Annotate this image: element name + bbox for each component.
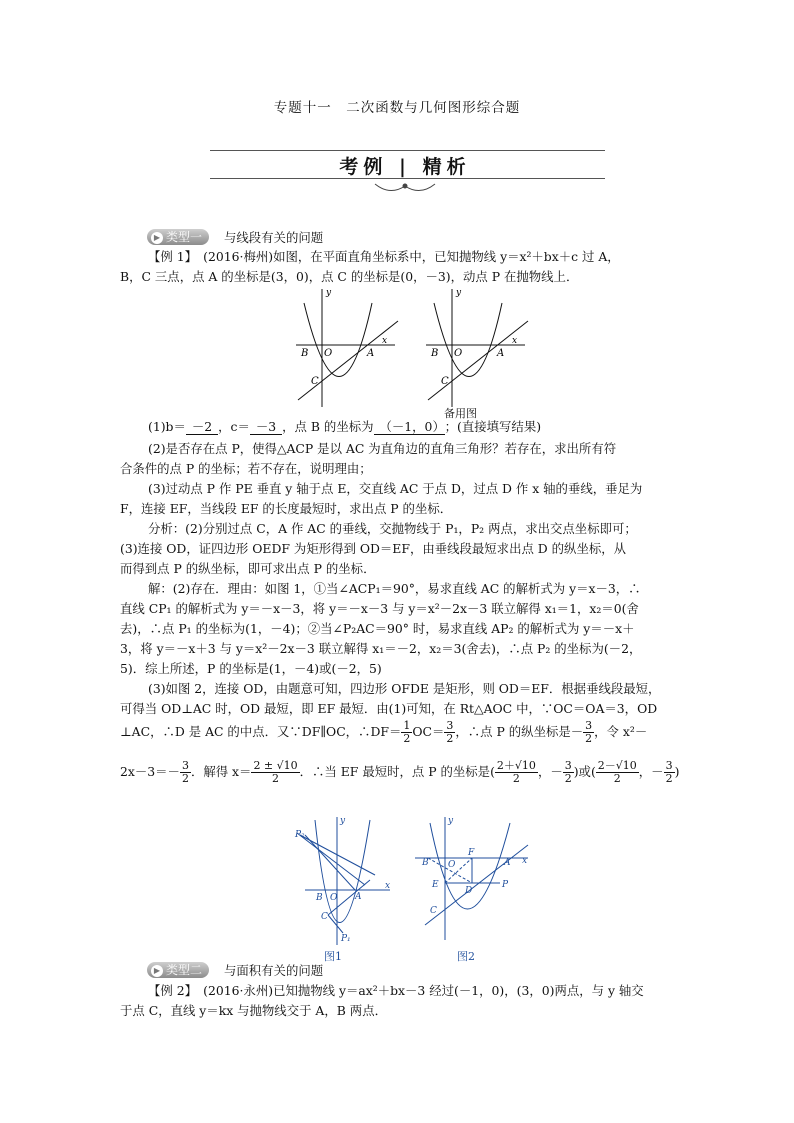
figure1-caption: 图1 — [324, 950, 342, 963]
svg-text:x: x — [385, 881, 391, 891]
answer-B: （－1，0） — [374, 419, 445, 435]
type2-badge: ▶ 类型二 — [147, 962, 209, 978]
svg-text:B: B — [431, 348, 439, 359]
example1-line1: 【例 1】 (2016·梅州)如图，在平面直角坐标系中，已知抛物线 y＝x²＋bx＋c 过 A， — [148, 249, 620, 264]
fig1-label-P2: P₂ — [295, 830, 305, 840]
figure1 — [297, 817, 390, 945]
analysis-line2: (3)连接 OD，证四边形 OEDF 为矩形得到 OD＝EF，由垂线段最短求出点 D 的纵坐标，从 — [120, 541, 627, 556]
svg-text:x: x — [512, 336, 518, 346]
answer-c: －3 — [250, 419, 282, 435]
question3-line2: F，连接 EF，当线段 EF 的长度最短时，求出点 P 的坐标． — [120, 501, 453, 516]
question3-line1: (3)过动点 P 作 PE 垂直 y 轴于点 E，交直线 AC 于点 D，过点 D 作 x 轴的垂线，垂足为 — [148, 481, 643, 496]
label-B: B — [301, 348, 309, 359]
svg-text:O: O — [454, 348, 463, 359]
figure2-caption: 图2 — [457, 950, 475, 963]
svg-text:O: O — [448, 860, 456, 870]
svg-text:B: B — [422, 858, 429, 868]
svg-text:A: A — [504, 858, 511, 868]
solution2-line2: 直线 CP₁ 的解析式为 y＝－x－3，将 y＝－x－3 与 y＝x²－2x－3 联立解得 x₁＝1，x₂＝0(舍 — [120, 601, 639, 616]
solution2-line4: 3，将 y＝－x＋3 与 y＝x²－2x－3 联立解得 x₁＝－2，x₂＝3(舍去)，∴点 P₂ 的坐标为(－2， — [120, 641, 642, 656]
type1-badge: ▶ 类型一 — [147, 229, 209, 245]
banner-top-line — [210, 150, 605, 151]
svg-text:D: D — [465, 886, 473, 896]
answer-b: －2 — [186, 419, 218, 435]
analysis-line1: 分析：(2)分别过点 C，A 作 AC 的垂线，交抛物线于 P₁，P₂ 两点，求出交点坐标即可； — [148, 521, 637, 536]
svg-text:y: y — [456, 288, 462, 298]
solution-figures — [285, 815, 545, 965]
svg-text:C: C — [441, 376, 449, 387]
question2-line1: (2)是否存在点 P，使得△ACP 是以 AC 为直角边的直角三角形？若存在，求出所有符 — [148, 441, 617, 456]
svg-text:C: C — [430, 906, 437, 916]
svg-text:y: y — [340, 816, 346, 826]
banner-ornament-icon — [370, 178, 440, 198]
play-icon: ▶ — [151, 965, 163, 977]
svg-text:y: y — [448, 816, 454, 826]
example1-figures — [290, 285, 550, 410]
type2-heading: 与面积有关的问题 — [224, 963, 324, 978]
label-O: O — [324, 348, 333, 359]
svg-text:E: E — [432, 880, 439, 890]
fig1-label-P1: P₁ — [341, 934, 351, 944]
solution3-line3: ⊥AC，∴D 是 AC 的中点．又∵DF∥OC，∴DF＝ $\frac{1}{2}$ OC＝ $\frac{3}{2}$ ，∴点 P 的纵坐标是－ $\frac{3}{2}$ ，令 x²－ — [120, 719, 648, 745]
example2-line2: 于点 C，直线 y＝kx 与抛物线交于 A，B 两点． — [120, 1003, 387, 1018]
analysis-line3: 而得到点 P 的纵坐标，即可求出点 P 的坐标． — [120, 561, 376, 576]
solution3-line1: (3)如图 2，连接 OD，由题意可知，四边形 OFDE 是矩形，则 OD＝EF．根据垂线段最短， — [148, 681, 661, 696]
svg-text:A: A — [355, 892, 362, 902]
type1-heading: 与线段有关的问题 — [224, 230, 324, 245]
svg-text:O: O — [330, 893, 338, 903]
label-x: x — [382, 336, 388, 346]
backup-figure-caption: 备用图 — [444, 407, 477, 420]
example2-line1: 【例 2】 (2016·永州)已知抛物线 y＝ax²＋bx－3 经过(－1，0)，(3，0)两点，与 y 轴交 — [148, 983, 644, 998]
solution2-line1: 解：(2)存在．理由：如图 1，①当∠ACP₁＝90°，易求直线 AC 的解析式为 y＝x－3，∴ — [148, 581, 641, 596]
section-banner: 考例 | 精析 — [339, 156, 471, 178]
svg-text:B: B — [316, 893, 323, 903]
svg-text:F: F — [468, 848, 475, 858]
figure2 — [415, 817, 528, 940]
svg-text:C: C — [321, 912, 328, 922]
label-C: C — [311, 376, 319, 387]
question2-line2: 合条件的点 P 的坐标；若不存在，说明理由； — [120, 461, 372, 476]
solution3-line4: 2x－3＝－ $\frac{3}{2}$ ．解得 x＝ $\frac{2 \pm √10}{2}$ ．∴当 EF 最短时，点 P 的坐标是( $\frac{2+√10}{2}$ ，－ $\frac{3}{2}$ )或( $\frac{2-√10}{2}$ ，－ $\frac{3}{2}$ ) — [120, 759, 680, 785]
solution2-line3: 去)，∴点 P₁ 的坐标为(1，－4)；②当∠P₂AC＝90° 时，易求直线 AP₂ 的解析式为 y＝－x＋ — [120, 621, 635, 636]
question1: (1)b＝ －2 ，c＝ －3 ，点 B 的坐标为 （－1，0） ；(直接填写结果) — [148, 419, 542, 434]
label-y: y — [326, 288, 332, 298]
solution2-line5: 5)．综上所述，P 的坐标是(1，－4)或(－2，5) — [120, 661, 382, 676]
solution3-line2: 可得当 OD⊥AC 时，OD 最短，即 EF 最短．由(1)可知，在 Rt△AOC 中，∵OC＝OA＝3，OD — [120, 701, 658, 716]
page-title: 专题十一 二次函数与几何图形综合题 — [273, 100, 521, 116]
svg-text:x: x — [522, 856, 528, 866]
svg-text:A: A — [497, 348, 505, 359]
figure-left — [296, 288, 398, 407]
svg-text:P: P — [502, 880, 509, 890]
figure-right — [426, 288, 528, 407]
play-icon: ▶ — [151, 232, 163, 244]
label-A: A — [367, 348, 375, 359]
example1-line2: B，C 三点，点 A 的坐标是(3，0)，点 C 的坐标是(0，－3)，动点 P 在抛物线上． — [120, 269, 579, 284]
